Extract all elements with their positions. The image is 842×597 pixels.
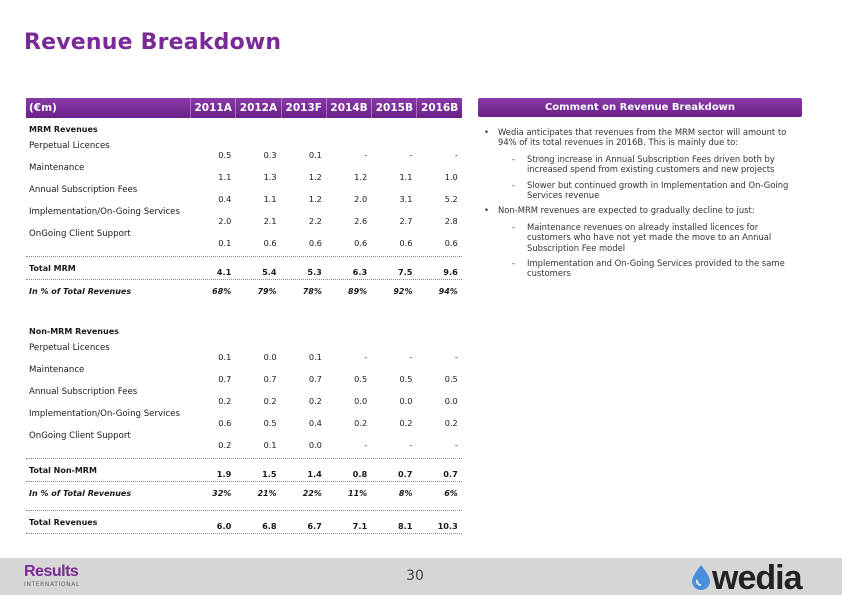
section-label: Non-MRM Revenues xyxy=(29,326,119,336)
cell-value: 7.5 xyxy=(397,267,413,277)
comment-sub-bullet: - Maintenance revenues on already installed licences for customers who have not yet made the move to an Annual Subscription Fee model xyxy=(484,222,802,253)
cell-value: 1.3 xyxy=(263,172,277,182)
cell-value: 94% xyxy=(438,286,458,296)
cell-value: 0.5 xyxy=(354,374,368,384)
row-label: Total Non-MRM xyxy=(29,465,97,475)
results-logo-subtitle: INTERNATIONAL xyxy=(24,581,80,588)
cell-value: 0.8 xyxy=(352,469,368,479)
cell-value: 0.1 xyxy=(308,352,322,362)
row-label: Maintenance xyxy=(29,163,85,173)
cell-value: 1.5 xyxy=(262,469,277,479)
cell-value: 0.6 xyxy=(354,238,368,248)
cell-value: 5.4 xyxy=(262,267,277,277)
cell-value: 0.5 xyxy=(444,374,458,384)
cell-value: - xyxy=(364,150,368,160)
row-label: Annual Subscription Fees xyxy=(29,387,138,397)
cell-value: 0.6 xyxy=(308,238,322,248)
row-label: Total MRM xyxy=(29,263,76,273)
cell-value: 0.1 xyxy=(218,238,232,248)
cell-value: 0.1 xyxy=(263,440,277,450)
table-row xyxy=(26,140,462,162)
row-label: In % of Total Revenues xyxy=(29,488,132,498)
cell-value: - xyxy=(409,150,413,160)
cell-value: - xyxy=(454,150,458,160)
year-header: 2014B xyxy=(326,98,371,118)
table-row xyxy=(26,228,462,250)
cell-value: 0.2 xyxy=(444,418,458,428)
cell-value: 5.3 xyxy=(307,267,322,277)
row-label: Annual Subscription Fees xyxy=(29,185,138,195)
cell-value: 89% xyxy=(348,286,368,296)
cell-value: 10.3 xyxy=(437,521,458,531)
comment-header: Comment on Revenue Breakdown xyxy=(478,98,802,117)
cell-value: 6.0 xyxy=(216,521,232,531)
cell-value: 9.6 xyxy=(443,267,458,277)
cell-value: 0.6 xyxy=(444,238,458,248)
cell-value: 1.2 xyxy=(308,172,322,182)
table-row xyxy=(26,482,462,504)
cell-value: 0.3 xyxy=(263,150,277,160)
cell-value: - xyxy=(409,352,413,362)
comment-sub-bullet: - Strong increase in Annual Subscription Fees driven both by increased spend from existing customers and new projects xyxy=(484,154,802,175)
table-row xyxy=(26,459,462,481)
cell-value: 78% xyxy=(302,286,322,296)
cell-value: 6.8 xyxy=(262,521,277,531)
cell-value: 0.0 xyxy=(308,440,322,450)
cell-value: 0.0 xyxy=(354,396,368,406)
cell-value: - xyxy=(454,440,458,450)
cell-value: 3.1 xyxy=(399,194,413,204)
cell-value: 1.1 xyxy=(399,172,413,182)
cell-value: 8.1 xyxy=(397,521,413,531)
comment-bullet: • Wedia anticipates that revenues from the MRM sector will amount to 94% of its total revenues in 2016B. This is mainly due to: xyxy=(484,127,802,148)
cell-value: 21% xyxy=(257,488,277,498)
row-label: OnGoing Client Support xyxy=(29,431,131,441)
table-row xyxy=(26,386,462,408)
cell-value: 1.1 xyxy=(218,172,232,182)
header-unit-label: (€m) xyxy=(29,102,57,114)
cell-value: 6.7 xyxy=(307,521,322,531)
comment-sub-bullet: - Implementation and On-Going Services provided to the same customers xyxy=(484,258,802,279)
cell-value: 0.0 xyxy=(263,352,277,362)
cell-value: 2.0 xyxy=(354,194,368,204)
cell-value: 32% xyxy=(212,488,232,498)
row-label: Maintenance xyxy=(29,365,85,375)
section-label: MRM Revenues xyxy=(29,124,98,134)
cell-value: 0.7 xyxy=(443,469,458,479)
cell-value: 11% xyxy=(348,488,368,498)
cell-value: 79% xyxy=(257,286,277,296)
cell-value: - xyxy=(364,440,368,450)
cell-value: 1.2 xyxy=(354,172,368,182)
cell-value: - xyxy=(454,352,458,362)
cell-value: 0.2 xyxy=(218,440,232,450)
cell-value: 0.2 xyxy=(308,396,322,406)
table-row xyxy=(26,206,462,228)
table-row xyxy=(26,408,462,430)
cell-value: 2.1 xyxy=(263,216,277,226)
cell-value: 1.2 xyxy=(308,194,322,204)
row-label: OnGoing Client Support xyxy=(29,229,131,239)
cell-value: 0.5 xyxy=(263,418,277,428)
row-label: Implementation/On-Going Services xyxy=(29,409,180,419)
cell-value: 0.1 xyxy=(308,150,322,160)
row-label: In % of Total Revenues xyxy=(29,286,132,296)
cell-value: - xyxy=(364,352,368,362)
wedia-logo: wedia xyxy=(712,559,802,597)
row-label: Implementation/On-Going Services xyxy=(29,207,180,217)
comment-sub-bullet: - Slower but continued growth in Implementation and On-Going Services revenue xyxy=(484,180,802,201)
comment-list xyxy=(484,127,802,284)
cell-value: 1.1 xyxy=(263,194,277,204)
cell-value: 22% xyxy=(302,488,322,498)
cell-value: 7.1 xyxy=(352,521,368,531)
cell-value: 5.2 xyxy=(444,194,458,204)
table-row xyxy=(26,511,462,533)
year-header: 2012A xyxy=(235,98,280,118)
cell-value: 0.0 xyxy=(444,396,458,406)
cell-value: 2.7 xyxy=(399,216,413,226)
cell-value: 1.0 xyxy=(444,172,458,182)
wedia-drop-icon xyxy=(690,564,712,590)
cell-value: 0.6 xyxy=(218,418,232,428)
cell-value: 0.7 xyxy=(397,469,413,479)
table-row xyxy=(26,257,462,279)
cell-value: 6.3 xyxy=(352,267,368,277)
table-row xyxy=(26,280,462,302)
cell-value: 2.6 xyxy=(354,216,368,226)
table-row xyxy=(26,364,462,386)
cell-value: 0.0 xyxy=(399,396,413,406)
cell-value: 0.7 xyxy=(263,374,277,384)
cell-value: 1.4 xyxy=(307,469,322,479)
results-logo: Results xyxy=(24,563,79,580)
table-row xyxy=(26,342,462,364)
revenue-table xyxy=(26,98,462,534)
table-header xyxy=(26,98,462,118)
year-header: 2016B xyxy=(416,98,461,118)
row-label: Perpetual Licences xyxy=(29,141,110,151)
year-header: 2013F xyxy=(281,98,326,118)
mrm-section-heading xyxy=(26,118,462,140)
cell-value: 0.4 xyxy=(308,418,322,428)
table-row xyxy=(26,430,462,452)
page-title: Revenue Breakdown xyxy=(24,30,282,55)
cell-value: 0.2 xyxy=(218,396,232,406)
cell-value: 8% xyxy=(398,488,413,498)
cell-value: 2.0 xyxy=(218,216,232,226)
nonmrm-section-heading xyxy=(26,320,462,342)
year-header: 2015B xyxy=(371,98,416,118)
cell-value: 0.2 xyxy=(399,418,413,428)
cell-value: 92% xyxy=(393,286,413,296)
cell-value: 6% xyxy=(444,488,458,498)
page-number: 30 xyxy=(406,568,424,584)
cell-value: 4.1 xyxy=(216,267,232,277)
cell-value: 68% xyxy=(212,286,232,296)
cell-value: 0.5 xyxy=(399,374,413,384)
cell-value: 0.6 xyxy=(263,238,277,248)
cell-value: 0.7 xyxy=(218,374,232,384)
cell-value: 0.4 xyxy=(218,194,232,204)
cell-value: 0.1 xyxy=(218,352,232,362)
cell-value: 2.2 xyxy=(308,216,322,226)
cell-value: 0.7 xyxy=(308,374,322,384)
cell-value: 0.2 xyxy=(354,418,368,428)
cell-value: - xyxy=(409,440,413,450)
cell-value: 2.8 xyxy=(444,216,458,226)
cell-value: 1.9 xyxy=(216,469,232,479)
cell-value: 0.6 xyxy=(399,238,413,248)
comment-bullet: • Non-MRM revenues are expected to gradually decline to just: xyxy=(484,205,802,215)
cell-value: 0.5 xyxy=(218,150,232,160)
table-row xyxy=(26,162,462,184)
row-label: Perpetual Licences xyxy=(29,343,110,353)
row-label: Total Revenues xyxy=(29,517,98,527)
cell-value: 0.2 xyxy=(263,396,277,406)
year-header: 2011A xyxy=(190,98,235,118)
table-row xyxy=(26,184,462,206)
